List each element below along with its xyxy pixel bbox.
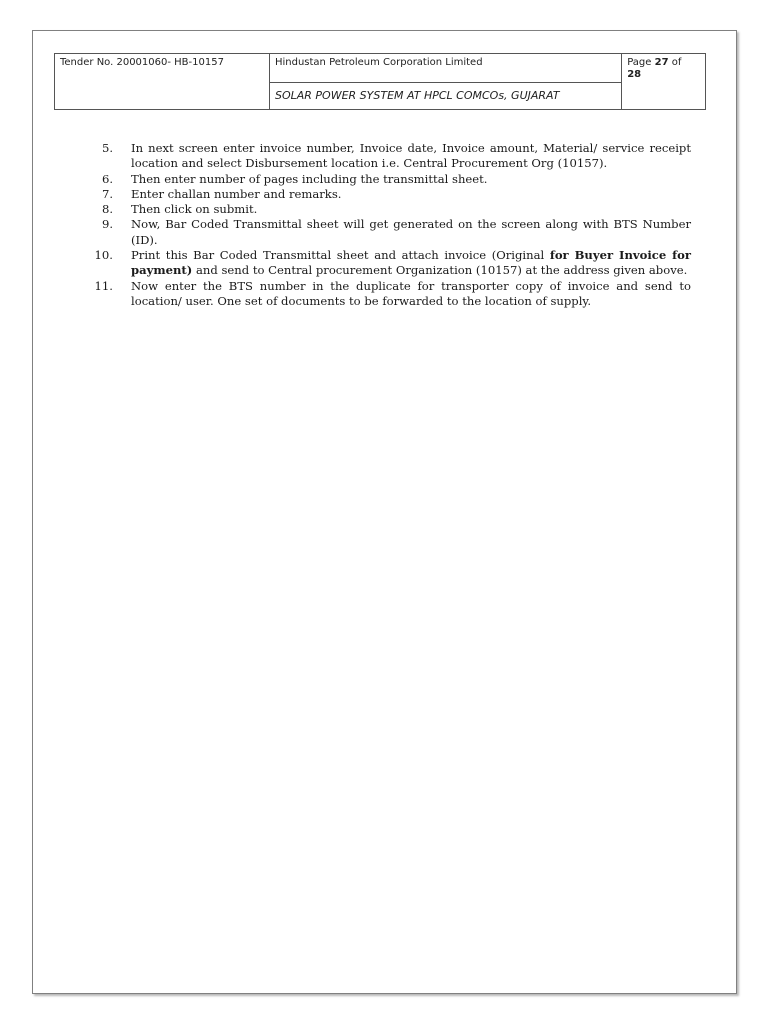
- list-item: [73, 172, 691, 187]
- instruction-list: [73, 141, 691, 309]
- item-text: Enter challan number and remarks.: [131, 186, 342, 201]
- item-number: 7.: [101, 186, 113, 201]
- page-number: [622, 54, 706, 110]
- item-text-bold: for Buyer Invoice for payment): [131, 248, 691, 278]
- list-item: [73, 248, 691, 279]
- item-number: 6.: [101, 171, 113, 186]
- page-current: 27: [654, 57, 669, 68]
- page-total: 28: [627, 69, 642, 80]
- project-title: SOLAR POWER SYSTEM AT HPCL COMCOs, GUJARAT: [269, 83, 621, 110]
- item-number: 9.: [101, 217, 113, 232]
- item-number: 8.: [101, 202, 113, 217]
- page-prefix: Page: [627, 57, 652, 68]
- list-item: [73, 202, 691, 217]
- item-text: [131, 248, 691, 279]
- item-number: 5.: [101, 141, 113, 155]
- item-text-part: Print this Bar Coded Transmittal sheet and attach invoice (Original: [131, 248, 550, 263]
- item-text: Now enter the BTS number in the duplicate for transporter copy of invoice and send to location/ user. One set of documents to be forwarded to the location of supply.: [131, 278, 691, 308]
- organization-name: Hindustan Petroleum Corporation Limited: [269, 54, 621, 83]
- list-item: [73, 279, 691, 310]
- list-item: [73, 141, 691, 172]
- item-text: Now, Bar Coded Transmittal sheet will get generated on the screen along with BTS Number (ID).: [131, 217, 691, 247]
- tender-number: Tender No. 20001060- HB-10157: [55, 54, 270, 110]
- list-item: [73, 217, 691, 248]
- item-text: In next screen enter invoice number, Invoice date, Invoice amount, Material/ service receipt location and select Disbursement location i.e. Central Procurement Org (10157).: [131, 141, 691, 171]
- document-page: [32, 30, 737, 994]
- list-item: [73, 187, 691, 202]
- item-number: 11.: [94, 278, 113, 293]
- item-text: Then click on submit.: [131, 202, 258, 217]
- page-of: of: [671, 57, 682, 68]
- item-text-part: and send to Central procurement Organization (10157) at the address given above.: [192, 263, 688, 278]
- item-number: 10.: [94, 248, 113, 263]
- page-header-table: [54, 53, 706, 110]
- item-text: Then enter number of pages including the transmittal sheet.: [131, 171, 488, 186]
